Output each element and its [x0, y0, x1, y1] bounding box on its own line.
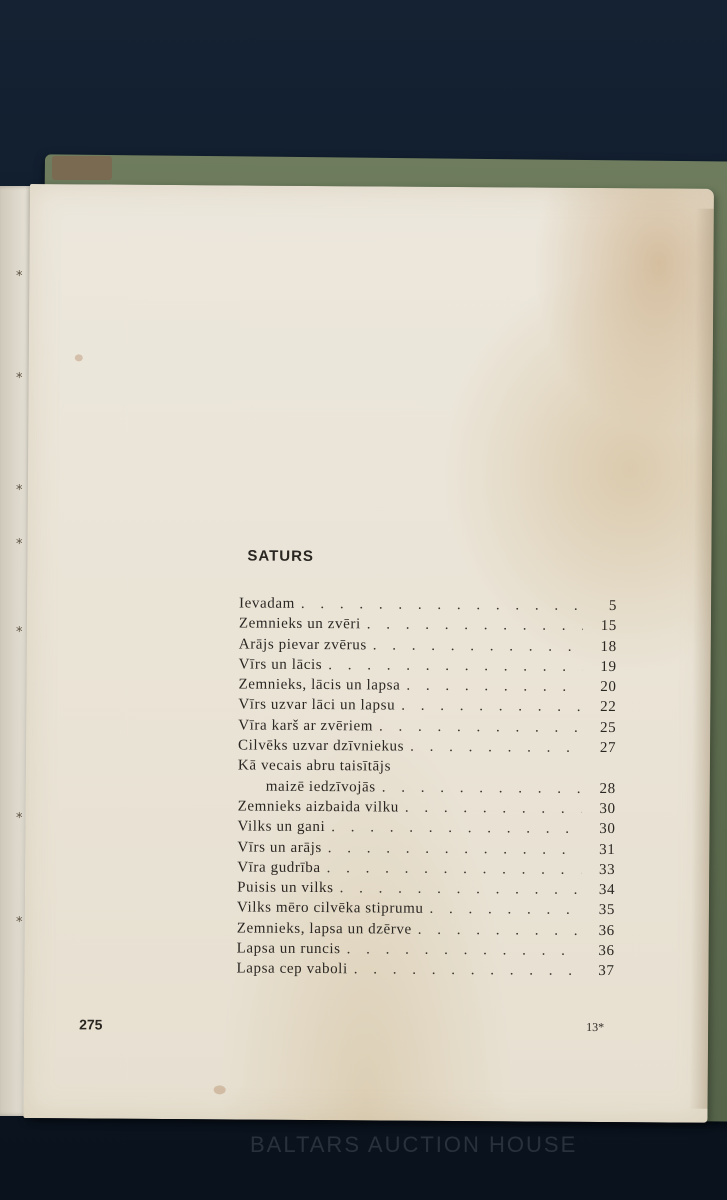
binding-thread-icon: *: [16, 811, 23, 826]
toc-entry-title: Zemnieks, lācis un lapsa: [238, 676, 401, 694]
toc-entry: [239, 616, 617, 639]
toc-entry-title: Vīrs un arājs: [237, 839, 322, 856]
toc-entry-title: Vīrs un lācis: [238, 656, 323, 673]
toc-entry-title: Vīra karš ar zvēriem: [238, 717, 374, 735]
toc-entry: [238, 798, 616, 821]
dot-leader: [367, 617, 583, 636]
dot-leader: [418, 921, 581, 939]
toc-entry: [238, 758, 616, 781]
toc-entry: [237, 859, 615, 882]
toc-entry-title: Puisis un vilks: [237, 879, 334, 897]
dot-leader: [379, 718, 582, 736]
toc-entry: [238, 738, 616, 761]
toc-entry-page: 22: [600, 699, 617, 716]
toc-entry: [236, 961, 614, 984]
toc-entry: [239, 595, 617, 618]
toc-entry-title: Lapsa un runcis: [236, 940, 341, 958]
dot-leader: [373, 637, 583, 655]
toc-entry: [237, 880, 615, 903]
binding-thread-icon: *: [16, 625, 23, 640]
toc-entry-page: 37: [598, 963, 615, 980]
binding-thread-icon: *: [16, 269, 23, 284]
watermark: BALTARS AUCTION HOUSE: [250, 1132, 578, 1157]
toc-entry-page: 5: [608, 598, 618, 615]
toc-entry: [238, 717, 616, 740]
dot-leader: [328, 657, 582, 676]
page-content: [23, 184, 714, 1123]
dot-leader: [405, 800, 582, 818]
toc-entry-page: 30: [599, 821, 616, 838]
dot-leader: [347, 941, 581, 960]
dot-leader: [382, 779, 582, 797]
toc-entry-page: 18: [600, 638, 617, 655]
dot-leader: [327, 860, 582, 879]
toc-entry-title: maizē iedzīvojās: [265, 778, 376, 796]
toc-entry-page: 33: [598, 861, 616, 878]
binding-thread-icon: *: [16, 483, 23, 498]
toc-entry: [238, 677, 616, 700]
binding-thread-icon: *: [16, 371, 23, 386]
dot-leader: [401, 698, 582, 716]
toc-entry-title: Vilks un gani: [237, 818, 326, 836]
dot-leader: [429, 901, 581, 919]
toc-entry: [237, 819, 615, 842]
cover-corner: [52, 156, 112, 180]
binding-thread-icon: *: [16, 915, 23, 930]
signature-mark: 13*: [586, 1019, 605, 1035]
dot-leader: [301, 596, 583, 615]
toc-entry-page: 20: [600, 679, 617, 696]
binding-thread-icon: *: [16, 537, 23, 552]
toc-entry-page: 31: [599, 841, 616, 858]
toc-entry: [237, 839, 615, 862]
toc-entry: [237, 900, 615, 923]
toc-entry-page: 25: [599, 719, 617, 736]
toc-entry-title: Arājs pievar zvērus: [238, 636, 367, 653]
page-number: 275: [79, 1016, 103, 1033]
toc-entry-page: 35: [598, 902, 615, 919]
toc-entry: [237, 941, 615, 964]
toc-entry-title: Lapsa cep vaboli: [236, 960, 348, 978]
dot-leader: [410, 739, 582, 757]
toc-entry-page: 28: [599, 780, 616, 797]
toc-entry: [238, 778, 616, 801]
toc-entry-page: 30: [599, 800, 616, 818]
toc-entry: [238, 697, 616, 720]
dot-leader: [397, 771, 582, 772]
dot-leader: [406, 678, 582, 696]
toc-entry-page: 34: [598, 882, 616, 899]
toc-entry-page: 27: [599, 740, 617, 757]
toc-entry-title: Zemnieks un zvēri: [238, 615, 361, 633]
toc-entry-page: 36: [598, 922, 615, 939]
toc-entry: [239, 656, 617, 679]
toc-entry-title: Cilvēks uzvar dzīvniekus: [238, 737, 405, 755]
table-of-contents: [236, 595, 617, 983]
page-title: SATURS: [247, 547, 315, 565]
book-page: [23, 184, 714, 1123]
toc-entry-page: 19: [600, 658, 617, 675]
dot-leader: [328, 840, 582, 859]
toc-entry-title: Kā vecais abru taisītājs: [237, 757, 392, 775]
toc-entry-title: Vīrs uzvar lāci un lapsu: [238, 696, 396, 715]
toc-entry-title: Zemnieks, lapsa un dzērve: [236, 920, 412, 938]
toc-entry-title: Zemnieks aizbaida vilku: [237, 798, 399, 816]
toc-entry-title: Ievadam: [239, 595, 295, 612]
dot-leader: [340, 880, 582, 899]
toc-entry-title: Vīra gudrība: [237, 859, 321, 876]
toc-entry: [239, 636, 617, 659]
dot-leader: [331, 819, 581, 838]
toc-entry-page: 15: [600, 618, 617, 635]
dot-leader: [354, 962, 581, 981]
toc-entry: [237, 920, 615, 943]
toc-entry-page: 36: [598, 943, 615, 960]
toc-entry-title: Vilks mēro cilvēka stiprumu: [236, 899, 424, 918]
